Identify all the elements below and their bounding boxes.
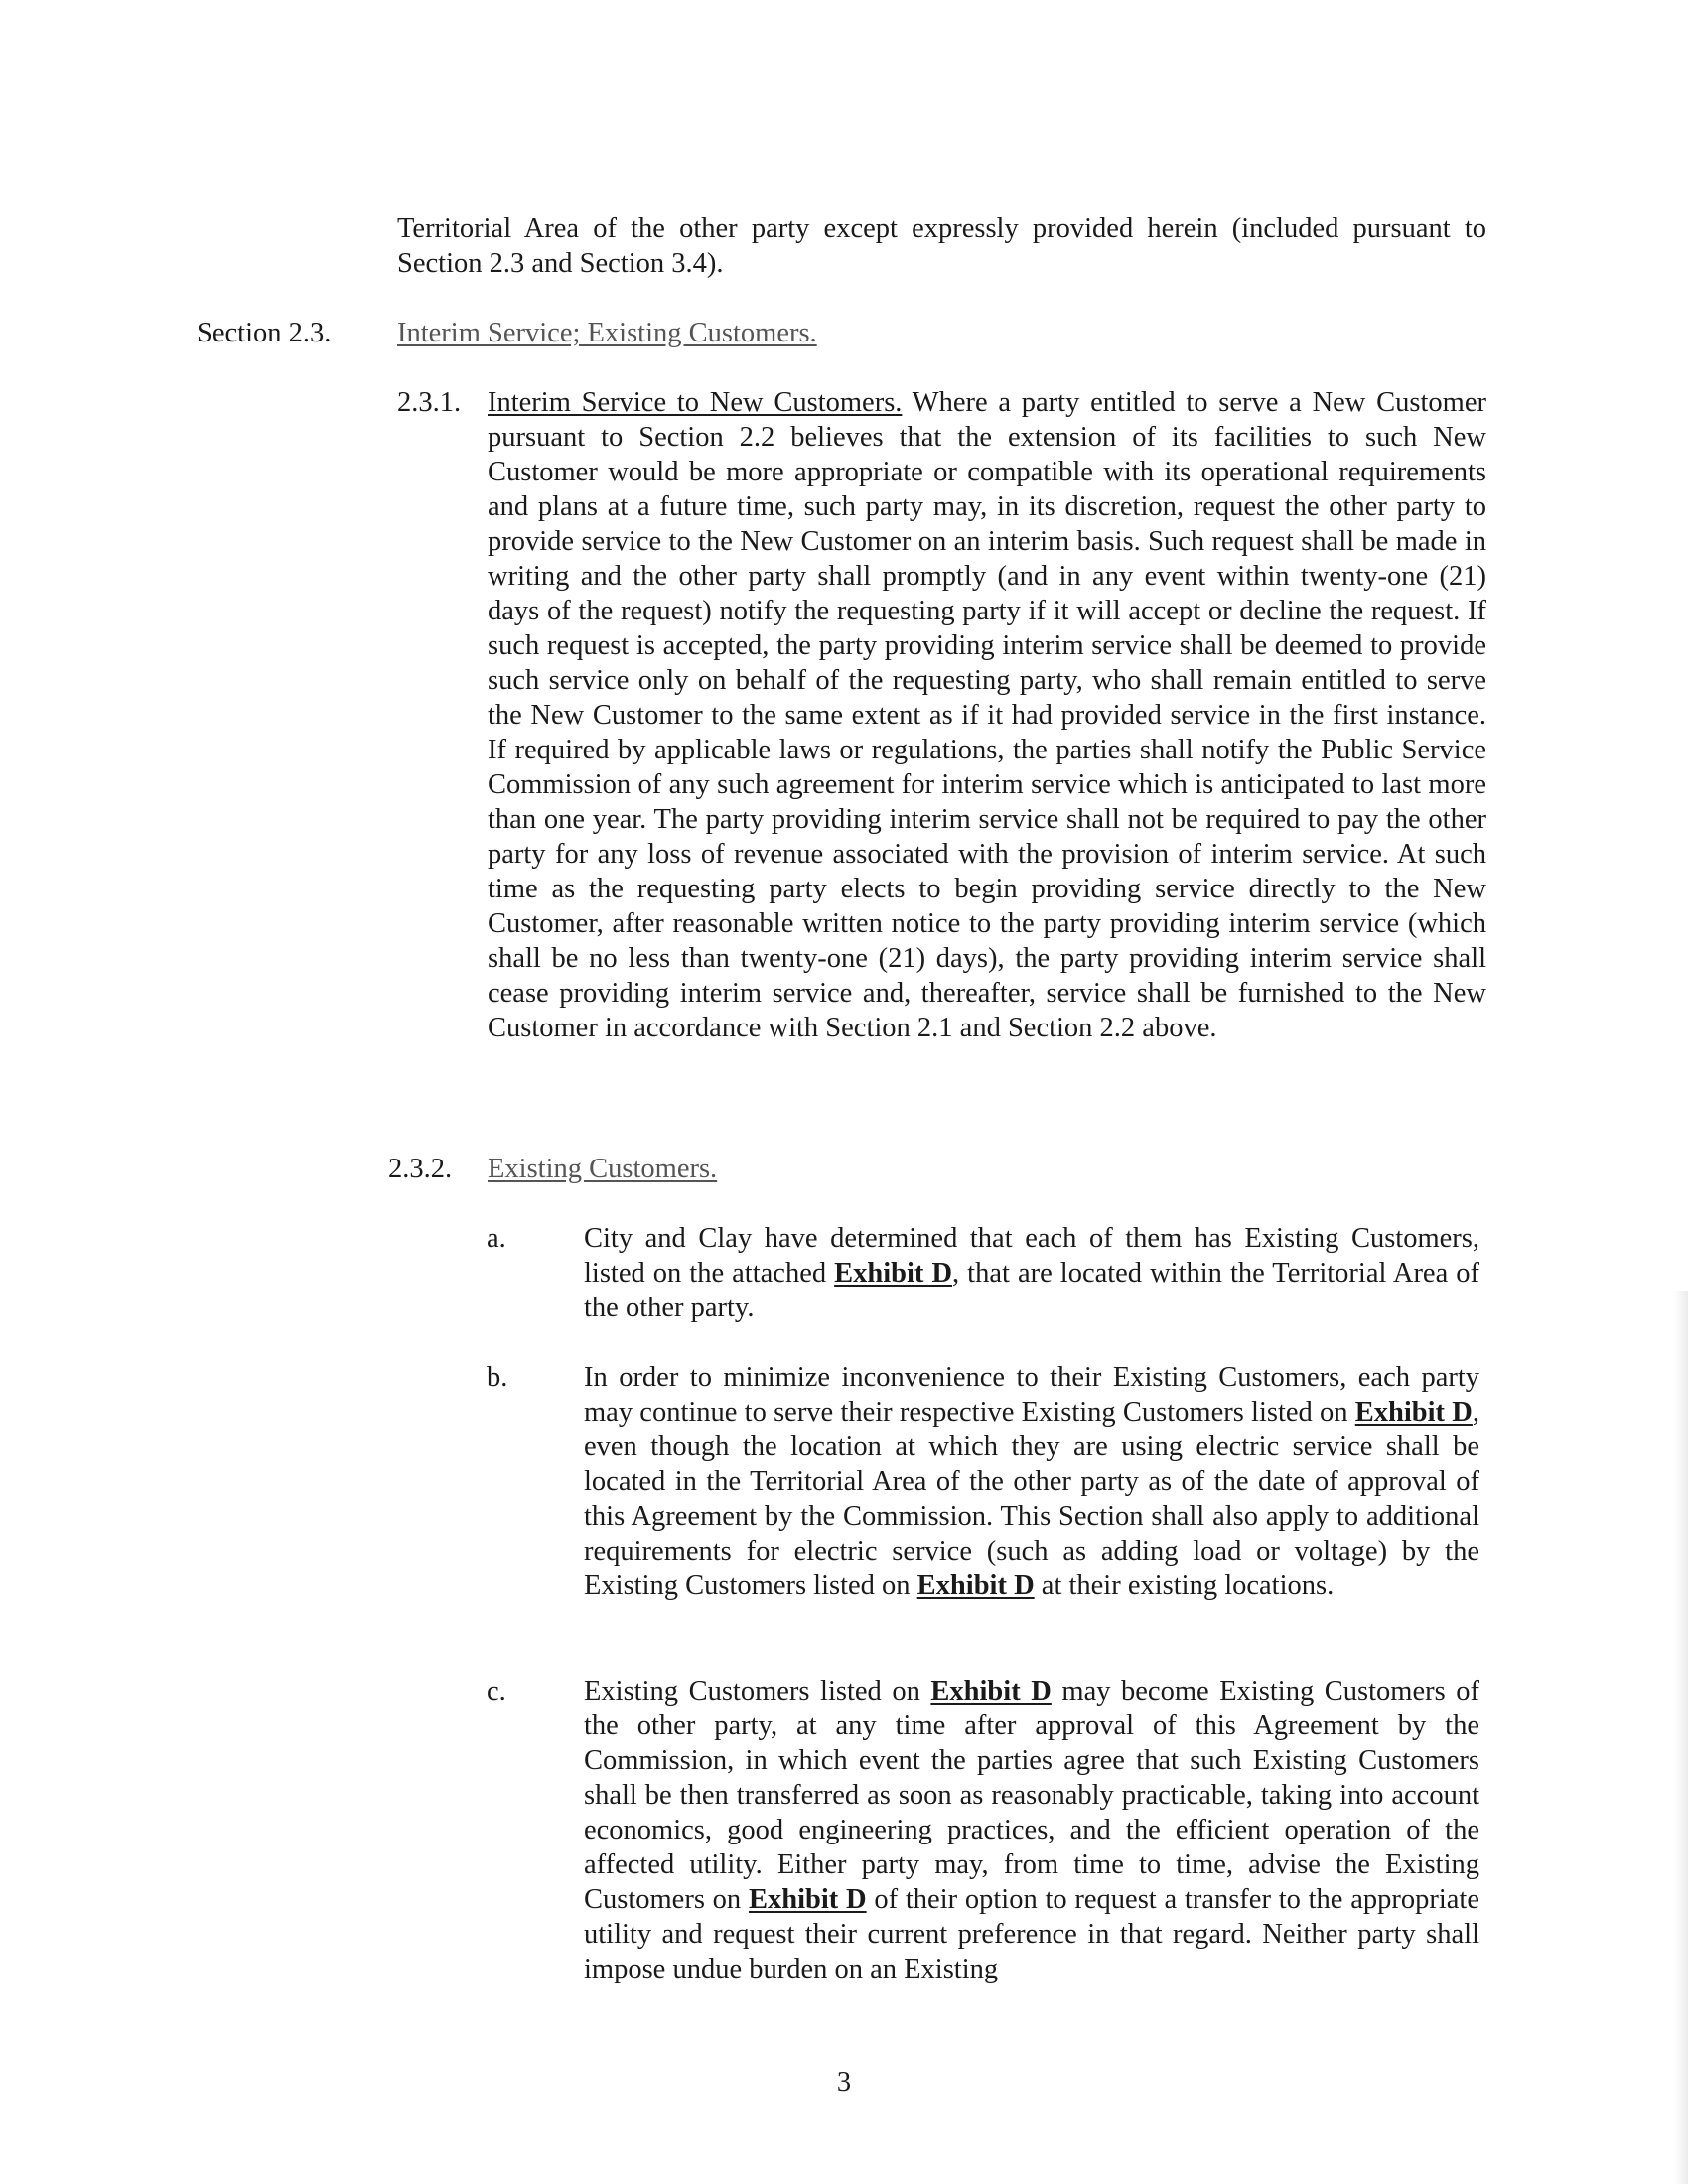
subsection-2-3-2-title: Existing Customers. [488,1154,718,1184]
subsection-2-3-1 [488,385,1486,1045]
continuation-paragraph [397,211,1486,281]
item-a-text [584,1221,1479,1325]
subsection-2-3-1-text [488,385,1486,1045]
item-b [584,1360,1479,1603]
scan-edge-shadow [1674,1291,1688,2184]
item-a [584,1221,1479,1325]
page-number: 3 [836,2067,852,2098]
exhibit-d-reference: Exhibit D [1354,1397,1473,1428]
item-b-text [584,1360,1479,1603]
item-c [584,1674,1479,1986]
item-c-text-part: Existing Customers listed on [584,1676,931,1706]
item-b-text-part: , even though the location at which they are using electric service shall be located in the Territorial Area of the other party as of the date of approval of this Agreement by the Commission. This Section shall also apply to additional requirements for electric service (such as adding load or voltage) by the Existing Customers listed on [584,1397,1479,1601]
item-a-text-part: , that are located within the Territorial Area of the other party. [584,1258,1480,1323]
item-b-label: b. [487,1362,508,1393]
subsection-2-3-1-title: Interim Service to New Customers. [488,387,903,418]
subsection-2-3-2-number: 2.3.2. [388,1154,453,1184]
continuation-text: Territorial Area of the other party except expressly provided herein (included pursuant to Section 2.3 and Section 3.4). [397,213,1486,279]
section-2-3-title: Interim Service; Existing Customers. [397,318,817,348]
subsection-2-3-1-number: 2.3.1. [397,387,462,418]
exhibit-d-reference: Exhibit D [916,1570,1035,1601]
exhibit-d-reference: Exhibit D [834,1258,953,1289]
item-c-text-part: may become Existing Customers of the other party, at any time after approval of this Agreement by the Commission, in which event the parties agree that such Existing Customers shall be then transferred as soon as reasonably practicable, taking into account economics, good engineering practices, and the efficient operation of the affected utility. Either party may, from time to time, advise the Existing Customers on [584,1676,1479,1915]
item-c-text [584,1674,1479,1986]
item-a-text-part: City and Clay have determined that each of them has Existing Customers, listed on the attached [584,1223,1479,1289]
item-b-text-part: In order to minimize inconvenience to their Existing Customers, each party may continue to serve their respective Existing Customers listed on [584,1362,1479,1428]
item-c-label: c. [487,1676,506,1706]
section-2-3-number: Section 2.3. [197,318,332,348]
exhibit-d-reference: Exhibit D [748,1884,867,1915]
item-b-text-part: at their existing locations. [1034,1570,1335,1601]
item-c-text-part: of their option to request a transfer to the appropriate utility and request their current preference in that regard. Neither party shall impose undue burden on an Existing [584,1884,1479,1984]
exhibit-d-reference: Exhibit D [930,1676,1052,1706]
subsection-2-3-1-body: Where a party entitled to serve a New Customer pursuant to Section 2.2 believes that the extension of its facilities to such New Customer would be more appropriate or compatible with its operational requirements and plans at a future time, such party may, in its discretion, request the other party to provide service to the New Customer on an interim basis. Such request shall be made in writing and the other party shall promptly (and in any event within twenty-one (21) days of the request) notify the requesting party if it will accept or decline the request. If such request is accepted, the party providing interim service shall be deemed to provide such service only on behalf of the requesting party, who shall remain entitled to serve the New Customer to the same extent as if it had provided service in the first instance. If required by applicable laws or regulations, the parties shall notify the Public Service Commission of any such agreement for interim service which is anticipated to last more than one year. The party providing interim service shall not be required to pay the other party for any loss of revenue associated with the provision of interim service. At such time as the requesting party elects to begin providing service directly to the New Customer, after reasonable written notice to the party providing interim service (which shall be no less than twenty-one (21) days), the party providing interim service shall cease providing interim service and, thereafter, service shall be furnished to the New Customer in accordance with Section 2.1 and Section 2.2 above. [488,387,1486,1043]
item-a-label: a. [487,1223,506,1254]
